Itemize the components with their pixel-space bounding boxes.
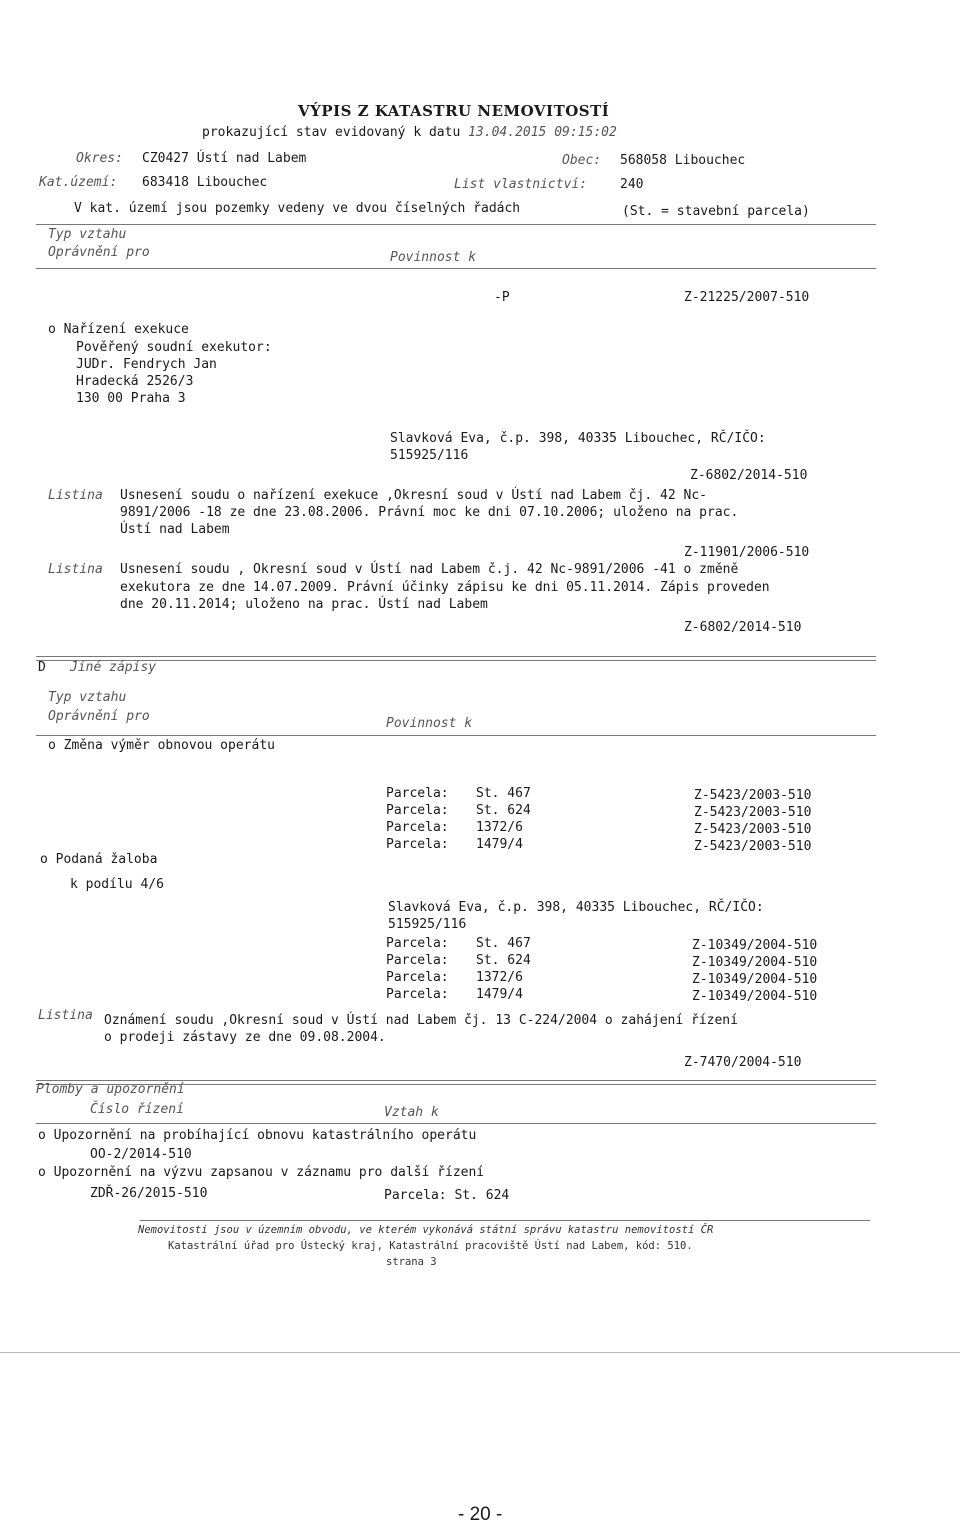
obec-value: 568058 Libouchec — [620, 153, 746, 168]
listina-line: exekutora ze dne 14.07.2009. Právní účinky zápisu ke dni 05.11.2014. Zápis proveden — [120, 580, 770, 595]
parcel-number: St. 624 — [476, 953, 531, 968]
lv-value: 240 — [620, 177, 644, 192]
owner-line: Slavková Eva, č.p. 398, 40335 Libouchec, RČ/IČO: — [390, 431, 766, 446]
povinnost-k-label: Povinnost k — [390, 250, 477, 265]
parcel-number: 1372/6 — [476, 970, 523, 985]
subtitle-text: prokazující stav evidovaný k datu — [202, 125, 461, 140]
rizeni-number: ZDŘ-26/2015-510 — [90, 1186, 208, 1201]
reference-number: Z-5423/2003-510 — [694, 788, 812, 803]
item-line: 130 00 Praha 3 — [76, 391, 186, 406]
parcel-number: 1479/4 — [476, 837, 523, 852]
reference-number: Z-5423/2003-510 — [694, 822, 812, 837]
parcel-number: 1372/6 — [476, 820, 523, 835]
footer-divider — [140, 1220, 870, 1221]
listina-line: dne 20.11.2014; uloženo na prac. Ústí nad Labem — [120, 597, 488, 612]
listina-line: Oznámení soudu ,Okresní soud v Ústí nad Labem čj. 13 C-224/2004 o zahájení řízení — [104, 1013, 738, 1028]
reference-number: Z-7470/2004-510 — [684, 1055, 802, 1070]
section-d-divider — [36, 656, 876, 661]
vztah-k-label: Vztah k — [384, 1105, 439, 1120]
parcel-label: Parcela: — [386, 970, 449, 985]
owner-line: 515925/116 — [390, 448, 469, 463]
parcel-label: Parcela: — [386, 953, 449, 968]
item-title-narizeni-exekuce: o Nařízení exekuce — [48, 322, 189, 337]
upozorneni-obnova: o Upozornění na probíhající obnovu katastrálního operátu — [38, 1128, 477, 1143]
reference-number: Z-6802/2014-510 — [690, 468, 808, 483]
obec-label: Obec: — [562, 153, 602, 168]
footer-line: Katastrální úřad pro Ústecký kraj, Katastrální pracoviště Ústí nad Labem, kód: 510. — [168, 1240, 693, 1252]
lv-label: List vlastnictví: — [454, 177, 588, 192]
extract-date: 13.04.2015 09:15:02 — [468, 125, 617, 140]
listina-line: Usnesení soudu o nařízení exekuce ,Okresní soud v Ústí nad Labem čj. 42 Nc- — [120, 488, 707, 503]
povinnost-k-label: Povinnost k — [386, 716, 473, 731]
upozorneni-vyzva: o Upozornění na výzvu zapsanou v záznamu pro další řízení — [38, 1165, 485, 1180]
okres-label: Okres: — [76, 151, 123, 166]
cislo-rizeni-label: Číslo řízení — [90, 1102, 184, 1117]
listina-label: Listina — [38, 1008, 93, 1023]
reference-number: Z-5423/2003-510 — [694, 839, 812, 854]
listina-line: o prodeji zástavy ze dne 09.08.2004. — [104, 1030, 386, 1045]
parcel-label: Parcela: — [386, 786, 449, 801]
column-header-divider — [36, 268, 876, 269]
column-header-divider — [36, 735, 876, 736]
item-podana-zaloba-sub: k podílu 4/6 — [70, 877, 164, 892]
owner-line: 515925/116 — [388, 917, 467, 932]
listina-line: 9891/2006 -18 ze dne 23.08.2006. Právní moc ke dni 07.10.2006; uloženo na prac. — [120, 505, 739, 520]
reference-number: Z-11901/2006-510 — [684, 545, 810, 560]
listina-label: Listina — [48, 488, 103, 503]
owner-line: Slavková Eva, č.p. 398, 40335 Libouchec, RČ/IČO: — [388, 900, 764, 915]
parcel-label: Parcela: — [386, 803, 449, 818]
opravneni-pro-label: Oprávnění pro — [48, 709, 150, 724]
katuzemi-value: 683418 Libouchec — [142, 175, 268, 190]
reference-number: Z-10349/2004-510 — [692, 989, 818, 1004]
parcel-label: Parcela: — [386, 820, 449, 835]
parcel-label: Parcela: — [386, 837, 449, 852]
section-d-letter: D — [38, 660, 46, 675]
item-line: JUDr. Fendrych Jan — [76, 357, 217, 372]
reference-number: Z-6802/2014-510 — [684, 620, 802, 635]
footer-line: Nemovitosti jsou v územním obvodu, ve kterém vykonává státní správu katastru nemovitostí ČR — [138, 1224, 714, 1236]
typ-vztahu-label: Typ vztahu — [48, 690, 127, 705]
plomby-heading: Plomby a upozornění — [36, 1082, 185, 1097]
parcel-number: St. 467 — [476, 786, 531, 801]
reference-number: Z-5423/2003-510 — [694, 805, 812, 820]
typ-vztahu-label: Typ vztahu — [48, 227, 127, 242]
reference-number: Z-10349/2004-510 — [692, 955, 818, 970]
reference-number: Z-10349/2004-510 — [692, 938, 818, 953]
page-number: - 20 - — [458, 1504, 503, 1525]
item-line: Hradecká 2526/3 — [76, 374, 194, 389]
katuzemi-label: Kat.území: — [39, 175, 118, 190]
item-podana-zaloba: o Podaná žaloba — [40, 852, 158, 867]
numbering-note: V kat. území jsou pozemky vedeny ve dvou číselných řadách — [74, 201, 521, 216]
p-mark: -P — [494, 290, 510, 305]
item-zmena-vymer: o Změna výměr obnovou operátu — [48, 738, 275, 753]
okres-value: CZ0427 Ústí nad Labem — [142, 151, 307, 166]
opravneni-pro-label: Oprávnění pro — [48, 245, 150, 260]
parcel-number: St. 467 — [476, 936, 531, 951]
item-line: Pověřený soudní exekutor: — [76, 340, 272, 355]
column-header-divider — [36, 1123, 876, 1124]
numbering-note-legend: (St. = stavební parcela) — [622, 204, 810, 219]
parcel-number: St. 624 — [476, 803, 531, 818]
listina-label: Listina — [48, 562, 103, 577]
document-subtitle — [202, 125, 617, 141]
section-d-heading: Jiné zápisy — [70, 660, 157, 675]
listina-line: Ústí nad Labem — [120, 522, 230, 537]
footer-page-label: strana 3 — [386, 1256, 437, 1268]
parcel-reference: Parcela: St. 624 — [384, 1188, 510, 1203]
listina-line: Usnesení soudu , Okresní soud v Ústí nad Labem č.j. 42 Nc-9891/2006 -41 o změně — [120, 562, 739, 577]
parcel-label: Parcela: — [386, 987, 449, 1002]
parcel-label: Parcela: — [386, 936, 449, 951]
rizeni-number: OO-2/2014-510 — [90, 1147, 192, 1162]
reference-number: Z-10349/2004-510 — [692, 972, 818, 987]
parcel-number: 1479/4 — [476, 987, 523, 1002]
reference-number: Z-21225/2007-510 — [684, 290, 810, 305]
page-edge — [0, 1352, 960, 1353]
header-divider — [36, 224, 876, 225]
document-title: VÝPIS Z KATASTRU NEMOVITOSTÍ — [298, 102, 610, 120]
